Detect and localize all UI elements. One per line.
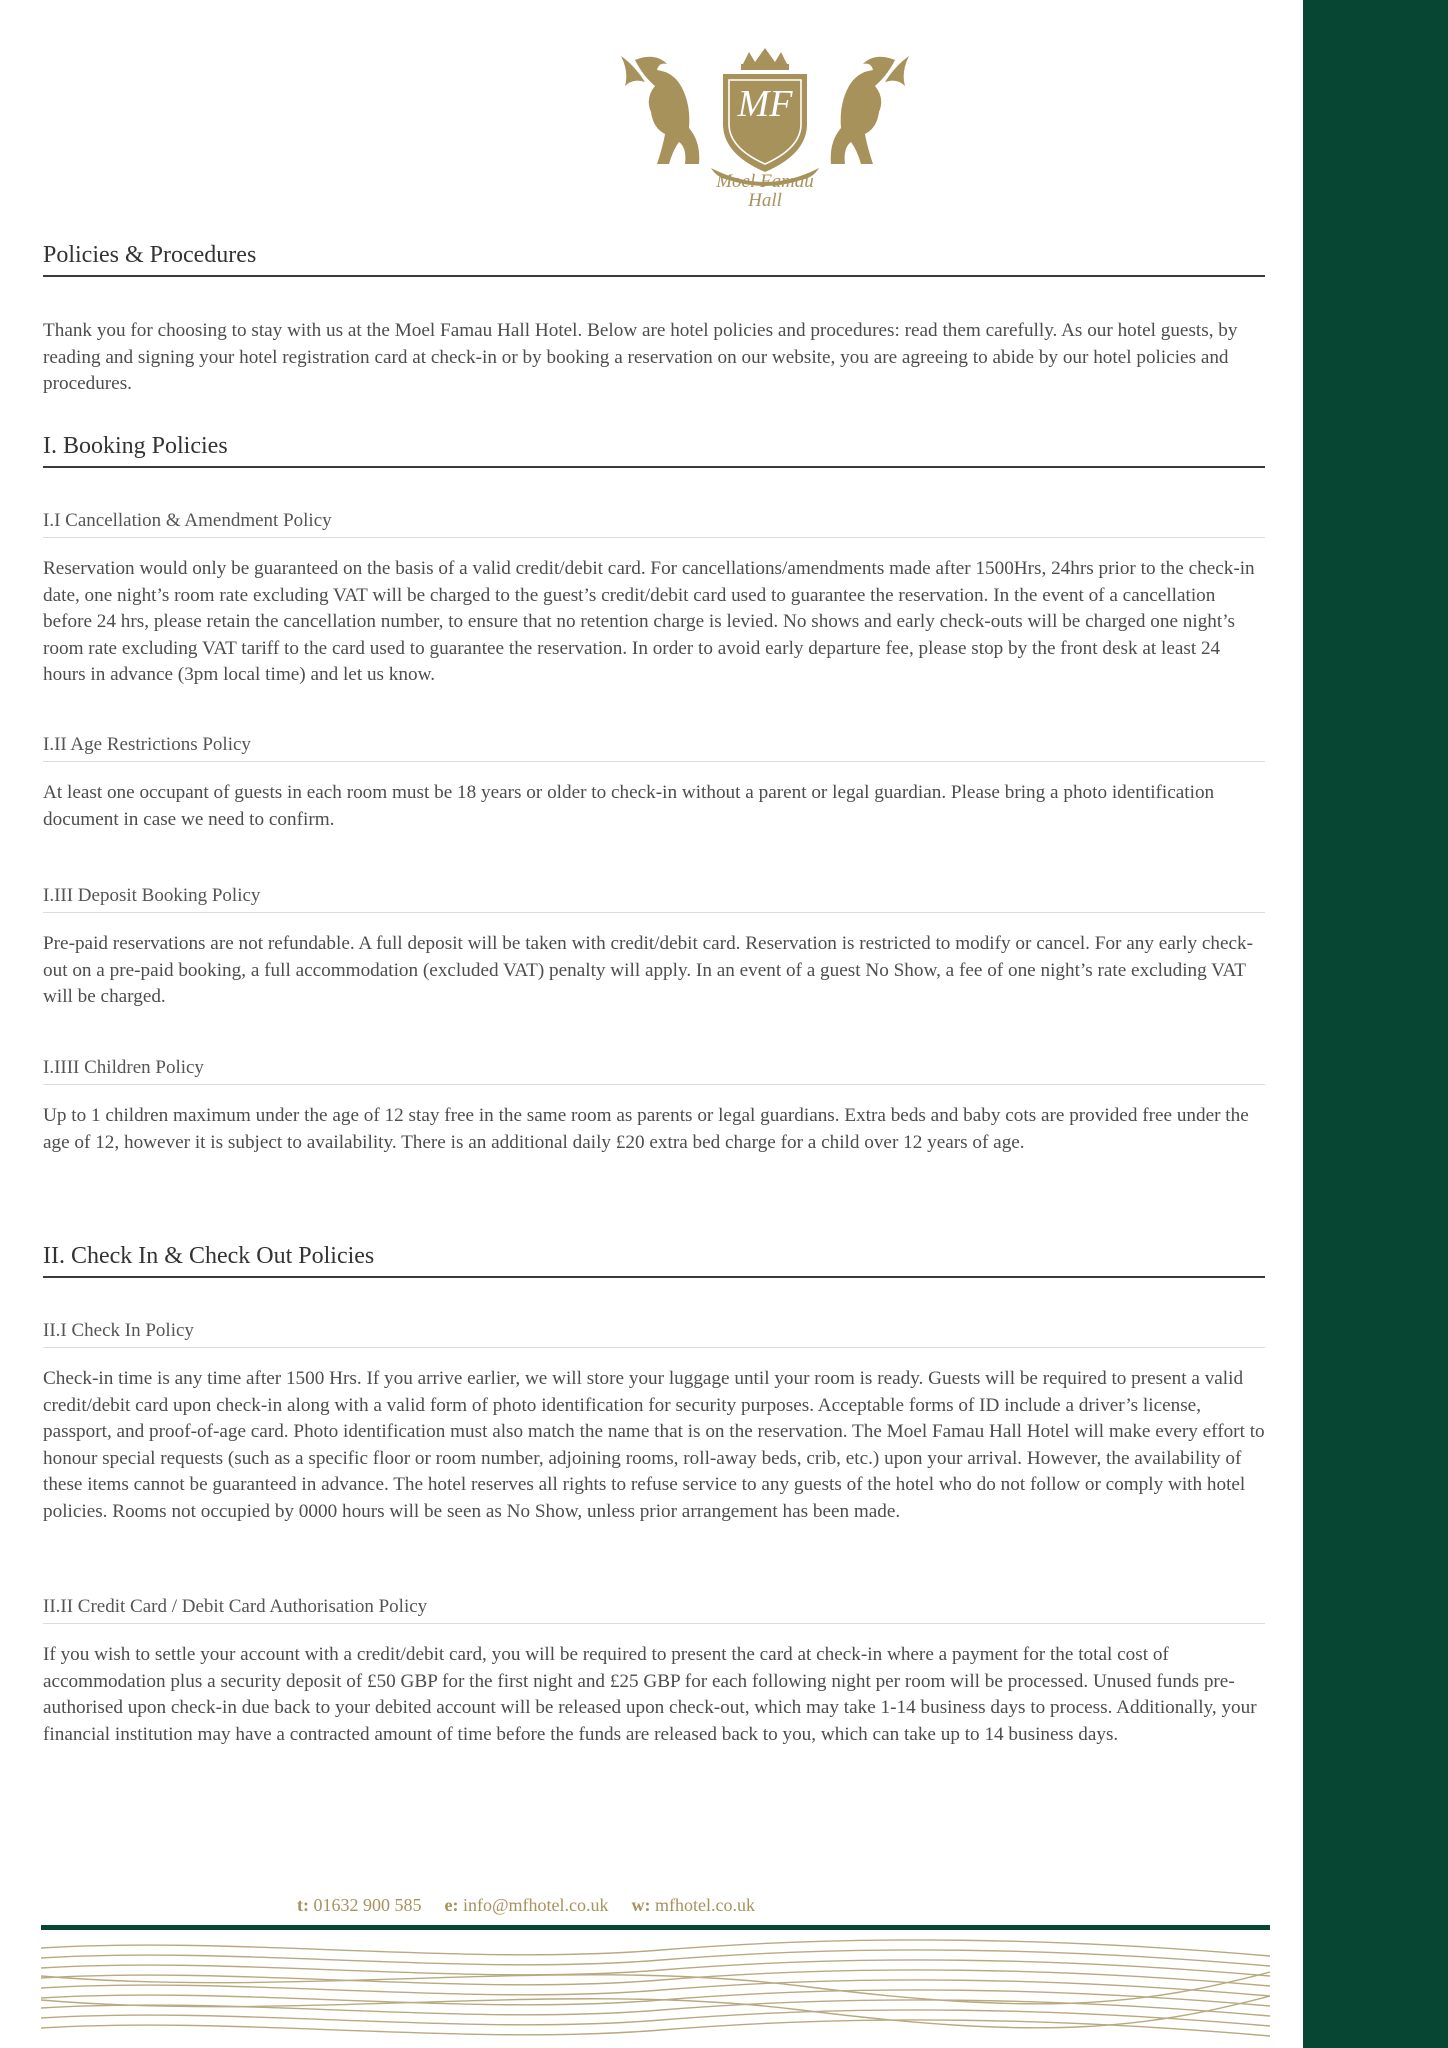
section-heading-rule [43,1276,1265,1278]
section-heading [43,433,1265,468]
subsection-heading-rule [43,912,1265,913]
crest-name [675,172,855,210]
policy-paragraph: At least one occupant of guests in each room must be 18 years or older to check-in without a parent or legal guardian. Please bring a photo identification document in case we need to confirm. [43,782,1215,830]
subsection-heading-rule [43,761,1265,762]
policy-paragraph: If you wish to settle your account with a credit/debit card, you will be required to present the card at check-in where a payment for the total cost of accommodation plus a security deposit of £50 GBP for the first night and £25 GBP for each following night per room will be processed. Unused funds pre-authorised upon check-in due back to your debited account will be released upon check-out, which may take 1-14 business days to process. Additionally, your financial institution may have a contracted amount of time before the funds are released back to you, which can take up to 14 business days. [43,1644,1257,1745]
subsection-heading-rule [43,1347,1265,1348]
page-title [43,242,1265,277]
page-title-text: Policies & Procedures [43,242,257,268]
policy-paragraph: Check-in time is any time after 1500 Hrs. If you arrive earlier, we will store your luggage until your room is ready. Guests will be required to present a valid credit/debit card upon check-in along with a valid form of photo identification for security purposes. Acceptable forms of ID include a driver’s license, passport, and proof-of-age card. Photo identification must also match the name that is on the reservation. The Moel Famau Hall Hotel will make every effort to honour special requests (such as a specific floor or room number, adjoining rooms, roll-away beds, crib, etc.) upon your arrival. However, the availability of these items cannot be guaranteed in advance. The hotel reserves all rights to refuse service to any guests of the hotel who do not follow or comply with hotel policies. Rooms not occupied by 0000 hours will be seen as No Show, unless prior arrangement has been made. [43,1368,1265,1522]
policy-paragraph: Reservation would only be guaranteed on the basis of a valid credit/debit card. For cancellations/amendments made after 1500Hrs, 24hrs prior to the check-in date, one night’s room rate excluding VAT will be charged to the guest’s credit/debit card used to guarantee the reservation. In the event of a cancellation before 24 hrs, please retain the cancellation number, to ensure that no retention charge is levied. No shows and early check-outs will be charged one night’s room rate excluding VAT tariff to the card used to guarantee the reservation. In order to avoid early departure fee, please stop by the front desk at least 24 hours in advance (3pm local time) and let us know. [43,558,1255,685]
subsection-heading-text: II.II Credit Card / Debit Card Authorisation Policy [43,1596,428,1617]
subsection-heading-rule [43,1623,1265,1624]
subsection-heading-text: II.I Check In Policy [43,1320,194,1341]
email-label: e: [444,1895,459,1915]
subsection-heading [43,510,1265,538]
subsection-heading [43,885,1265,913]
section-heading [43,1243,1265,1278]
subsection-heading [43,1320,1265,1348]
subsection-heading [43,1057,1265,1085]
subsection-heading-rule [43,537,1265,538]
crest-name-line1: Moel Famau [716,171,814,192]
side-band [1303,0,1448,2048]
email-link[interactable]: info@mfhotel.co.uk [462,1895,609,1915]
subsection-heading-text: I.III Deposit Booking Policy [43,885,261,906]
phone-label: t: [297,1895,309,1915]
website-link[interactable]: mfhotel.co.uk [655,1895,756,1915]
intro-paragraph: Thank you for choosing to stay with us at the Moel Famau Hall Hotel. Below are hotel policies and procedures: read them carefully. As our hotel guests, by reading and signing your hotel registration card at check-in or by booking a reservation on our website, you are agreeing to abide by our hotel policies and procedures. [43,320,1238,394]
web-label: w: [631,1895,651,1915]
subsection-heading [43,734,1265,762]
phone-number[interactable]: 01632 900 585 [313,1895,422,1915]
subsection-heading-rule [43,1084,1265,1085]
subsection-heading [43,1596,1265,1624]
subsection-heading-text: I.II Age Restrictions Policy [43,734,251,755]
subsection-heading-text: I.I Cancellation & Amendment Policy [43,510,332,531]
policy-paragraph: Up to 1 children maximum under the age of 12 stay free in the same room as parents or legal guardians. Extra beds and baby cots are provided free under the age of 12, however it is subject to availability. There is an additional daily £20 extra bed charge for a child over 12 years of age. [43,1105,1249,1153]
crest-monogram: MF [737,83,793,125]
section-heading-rule [43,466,1265,468]
section-heading-text: I. Booking Policies [43,433,228,459]
decorative-wave-pattern [41,1936,1270,2048]
crest-name-line2: Hall [748,190,782,211]
footer-rule [41,1925,1270,1930]
section-heading-text: II. Check In & Check Out Policies [43,1243,375,1269]
policy-paragraph: Pre-paid reservations are not refundable. A full deposit will be taken with credit/debit card. Reservation is restricted to modify or cancel. For any early check-out on a pre-paid booking, a full accommodation (excluded VAT) penalty will apply. In an event of a guest No Show, a fee of one night’s rate excluding VAT will be charged. [43,933,1254,1007]
page-title-rule [43,275,1265,277]
footer-contacts [297,1895,755,1916]
subsection-heading-text: I.IIII Children Policy [43,1057,204,1078]
